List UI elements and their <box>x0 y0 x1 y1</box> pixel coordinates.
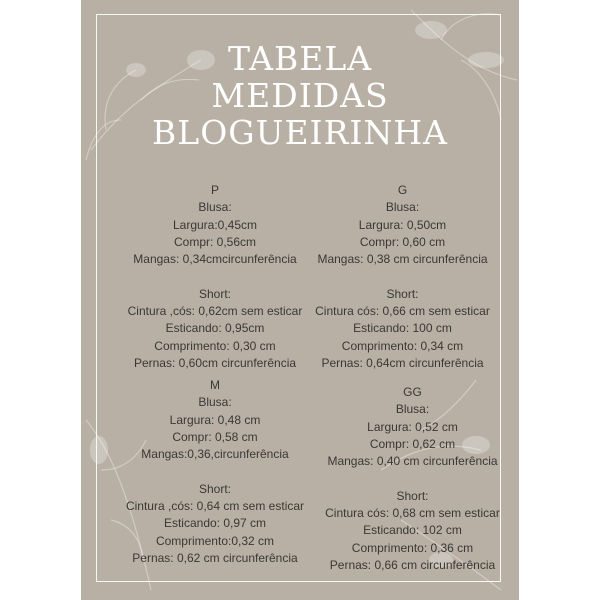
short-heading: Short: <box>386 286 419 301</box>
short-heading: Short: <box>396 488 429 503</box>
short-cintura: Cintura cós: 0,68 cm sem esticar <box>325 506 500 521</box>
size-label: G <box>397 183 408 197</box>
size-label: P <box>210 183 219 197</box>
size-block-g <box>305 182 500 372</box>
blusa-heading: Blusa: <box>198 395 232 410</box>
size-label: M <box>210 378 220 392</box>
short-esticando: Esticando: 0,97 cm <box>163 516 267 531</box>
short-esticando: Esticando: 0,95cm <box>165 321 265 336</box>
short-comprimento: Comprimento:0,32 cm <box>155 533 275 548</box>
blusa-mangas: Mangas:0,36,circunferência <box>141 447 289 462</box>
blusa-mangas: Mangas: 0,38 cm circunferência <box>317 252 488 267</box>
short-pernas: Pernas: 0,62 cm circunferência <box>132 550 298 565</box>
short-comprimento: Comprimento: 0,36 cm <box>351 540 474 555</box>
short-cintura: Cintura cós: 0,66 cm sem esticar <box>315 304 490 319</box>
size-block-gg <box>315 384 510 574</box>
blusa-mangas: Mangas: 0,40 cm circunferência <box>327 454 498 469</box>
blusa-mangas: Mangas: 0,34cmcircunferência <box>133 252 297 267</box>
blusa-compr: Compr: 0,62 cm <box>369 436 456 451</box>
title-line-2: MEDIDAS <box>211 76 389 115</box>
short-pernas: Pernas: 0,66 cm circunferência <box>329 557 496 572</box>
blusa-largura: Largura: 0,50cm <box>358 217 447 232</box>
blusa-largura: Largura:0,45cm <box>172 217 258 232</box>
blusa-heading: Blusa: <box>198 200 232 215</box>
short-esticando: Esticando: 102 cm <box>363 523 462 538</box>
blusa-heading: Blusa: <box>395 402 430 417</box>
short-comprimento: Comprimento: 0,30 cm <box>154 338 276 353</box>
blusa-compr: Compr: 0,56cm <box>173 234 257 249</box>
title-line-3: BLOGUEIRINHA <box>152 113 448 152</box>
short-esticando: Esticando: 100 cm <box>353 321 452 336</box>
blusa-compr: Compr: 0,58 cm <box>172 429 258 444</box>
title-line-1: TABELA <box>227 39 373 78</box>
short-comprimento: Comprimento: 0,34 cm <box>341 338 464 353</box>
size-block-m <box>120 377 310 567</box>
short-pernas: Pernas: 0,60cm circunferência <box>133 355 297 370</box>
short-heading: Short: <box>198 481 231 496</box>
size-label: GG <box>403 385 422 399</box>
short-heading: Short: <box>198 286 231 301</box>
size-block-p <box>120 182 310 372</box>
poster-title <box>81 40 519 151</box>
short-cintura: Cintura ,cós: 0,62cm sem esticar <box>127 304 303 319</box>
blusa-compr: Compr: 0,60 cm <box>359 234 446 249</box>
blusa-largura: Largura: 0,52 cm <box>367 419 458 434</box>
short-cintura: Cintura ,cós: 0,64 cm sem esticar <box>125 499 305 514</box>
blusa-largura: Largura: 0,48 cm <box>169 412 261 427</box>
short-pernas: Pernas: 0,64cm circunferência <box>321 355 484 370</box>
blusa-heading: Blusa: <box>385 200 420 215</box>
